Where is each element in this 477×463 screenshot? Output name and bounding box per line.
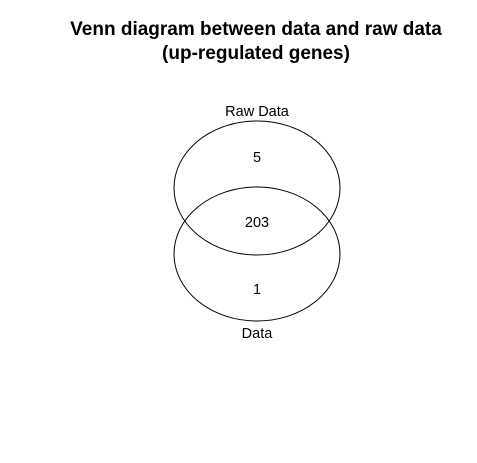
diagram-title-line-1: Venn diagram between data and raw data [70, 19, 442, 40]
data-only-count: 1 [252, 282, 262, 298]
overlap-count: 203 [244, 215, 270, 231]
diagram-title-line-2: (up-regulated genes) [162, 43, 350, 64]
raw-data-set-label: Raw Data [225, 104, 289, 120]
raw-data-only-count: 5 [252, 150, 262, 166]
data-set-label: Data [241, 326, 273, 342]
